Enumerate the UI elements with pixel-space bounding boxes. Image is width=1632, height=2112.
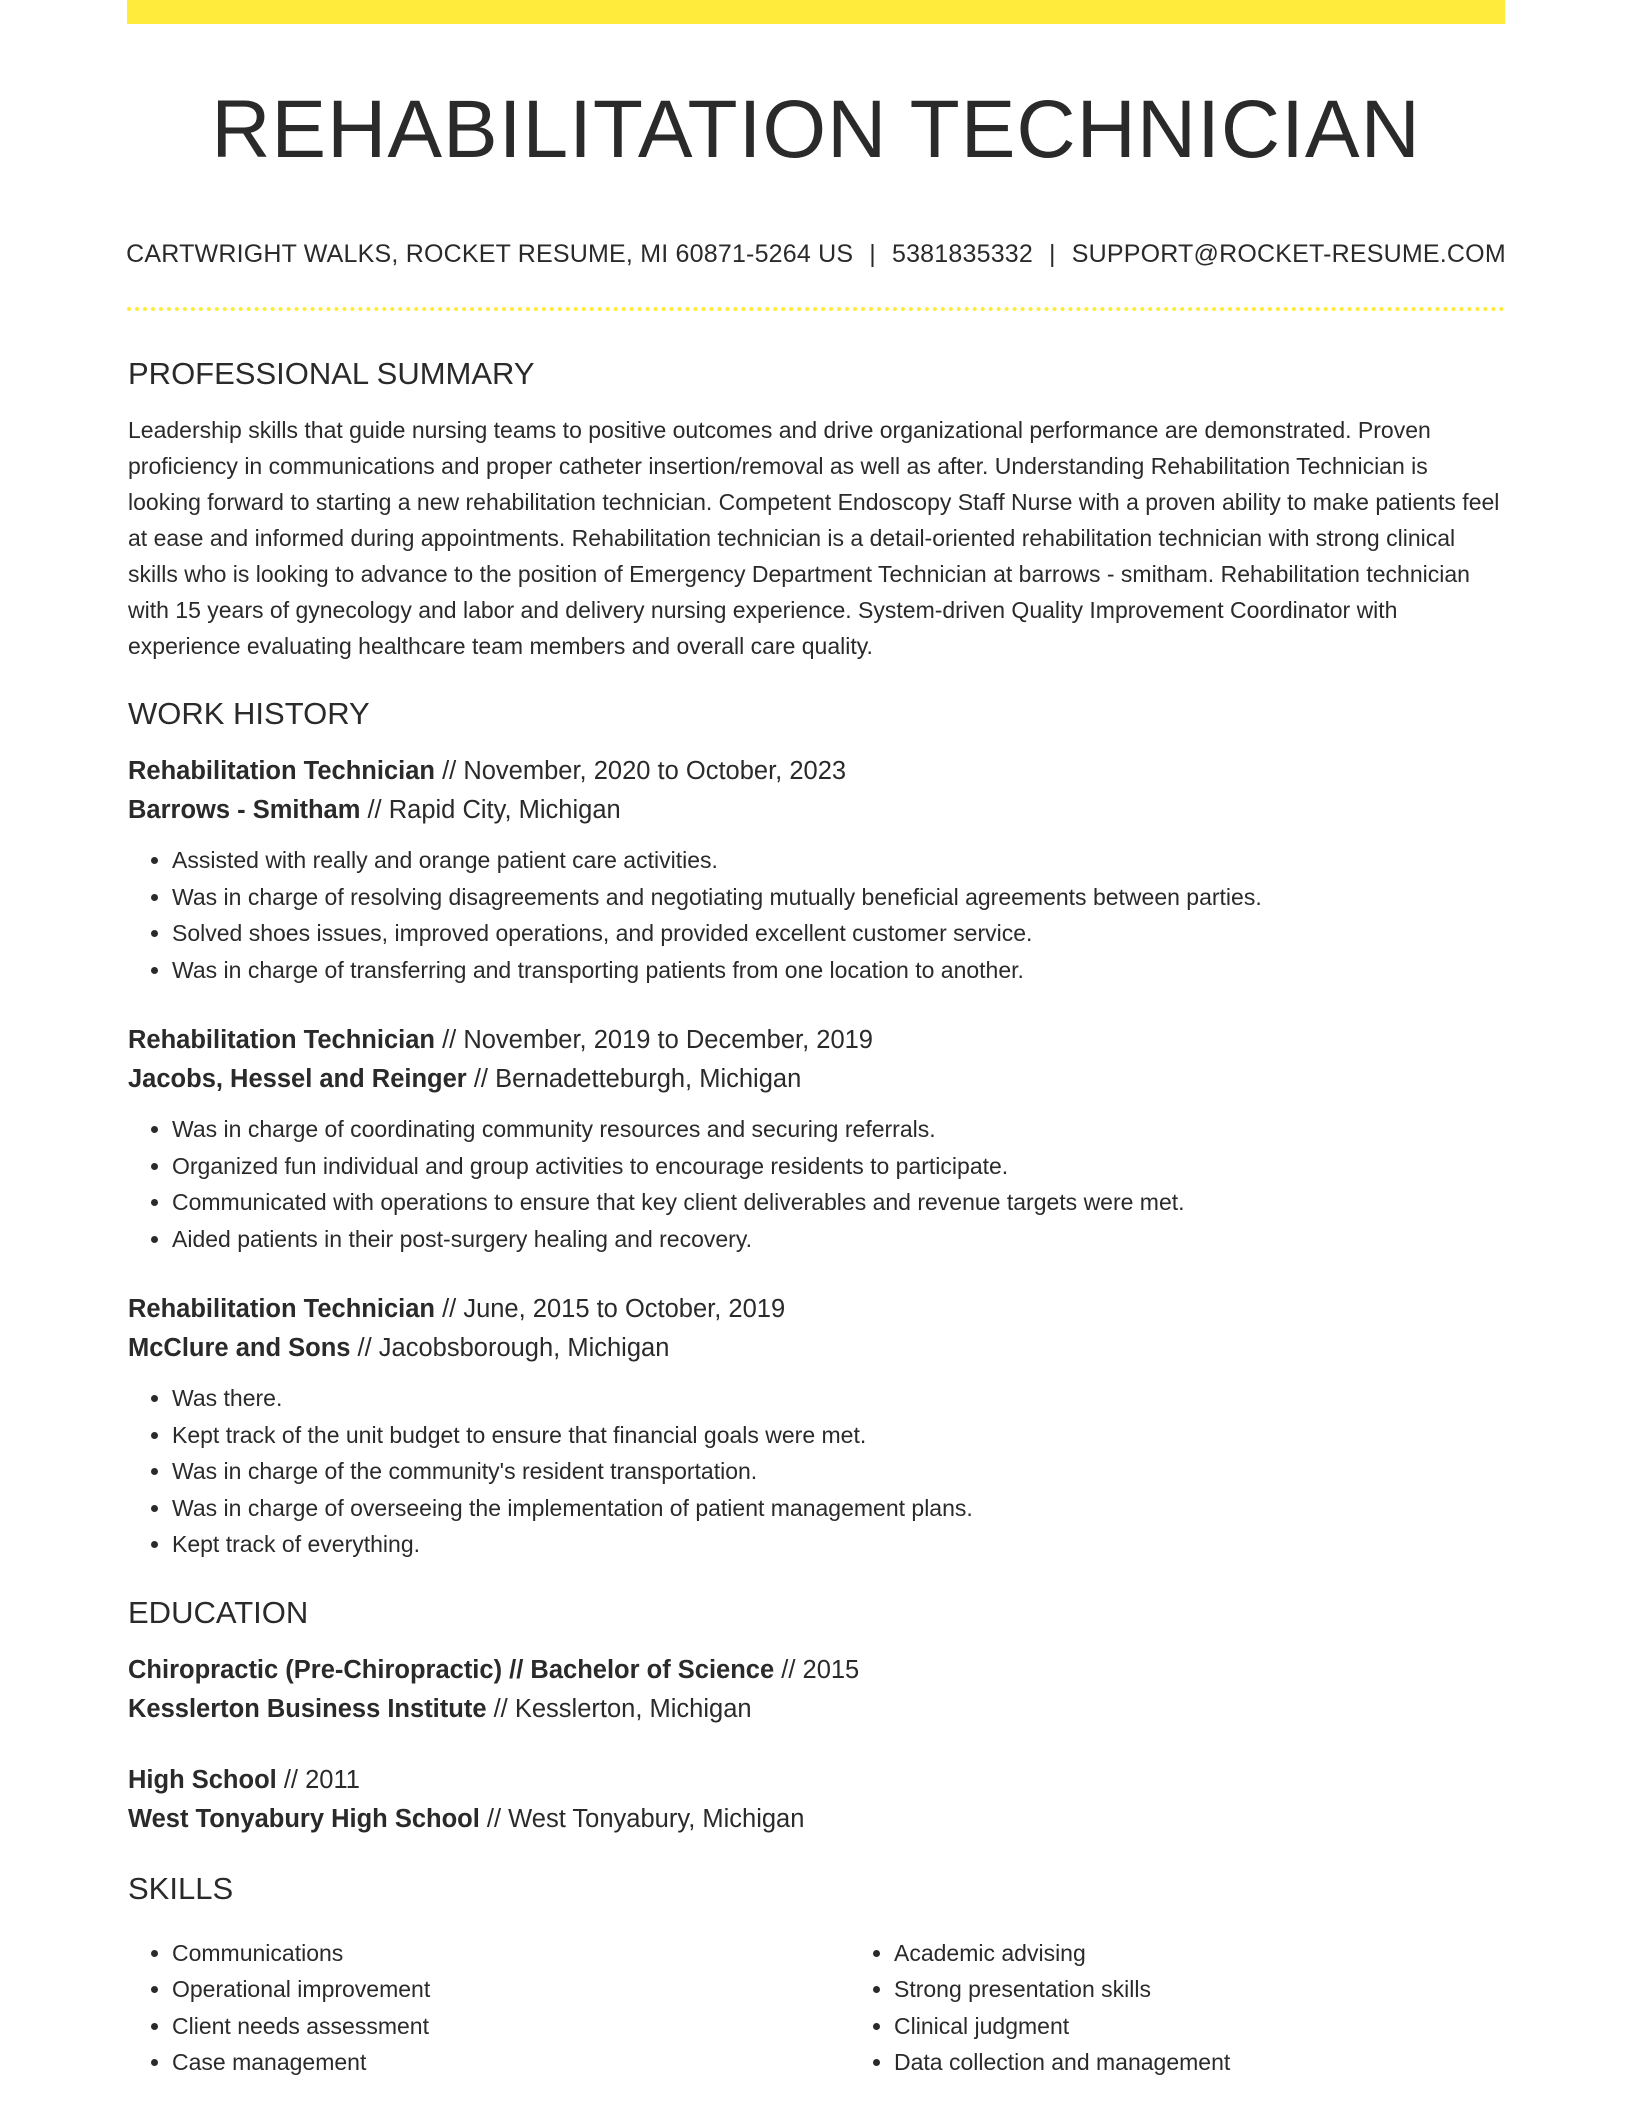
education-school-line xyxy=(128,1690,1506,1729)
job-title-line xyxy=(128,752,1506,791)
education-school: West Tonyabury High School xyxy=(128,1804,480,1833)
education-year: // 2011 xyxy=(276,1765,360,1794)
skill-item: • Academic advising xyxy=(894,1935,1572,1972)
work-history-section xyxy=(128,694,1506,1563)
job-bullets xyxy=(128,1111,1506,1257)
skills-section xyxy=(128,1869,1506,2081)
education-entry xyxy=(128,1761,1506,1839)
job-company: McClure and Sons xyxy=(128,1334,351,1362)
job-dates: // November, 2019 to December, 2019 xyxy=(434,1026,873,1054)
job-title-line xyxy=(128,1290,1506,1329)
job-entry xyxy=(128,752,1506,988)
education-year: // 2015 xyxy=(774,1655,860,1684)
contact-separator: | xyxy=(1049,240,1056,268)
job-bullet: • Was in charge of resolving disagreements and negotiating mutually beneficial agreements between parties. xyxy=(172,879,1506,916)
job-location: // Rapid City, Michigan xyxy=(360,796,621,824)
education-school: Kesslerton Business Institute xyxy=(128,1694,487,1723)
resume-content xyxy=(128,354,1506,2081)
job-company-line xyxy=(128,1329,1506,1368)
job-dates: // June, 2015 to October, 2019 xyxy=(434,1295,786,1323)
job-bullet: • Was there. xyxy=(172,1380,1506,1417)
accent-bar xyxy=(127,0,1505,24)
job-bullet: • Assisted with really and orange patient care activities. xyxy=(172,842,1506,879)
education-school-line xyxy=(128,1800,1506,1839)
job-entry xyxy=(128,1021,1506,1257)
job-title: Rehabilitation Technician xyxy=(128,1295,435,1323)
job-company-line xyxy=(128,791,1506,830)
job-title-line xyxy=(128,1021,1506,1060)
job-bullet: • Kept track of everything. xyxy=(172,1526,1506,1563)
education-list xyxy=(128,1651,1506,1839)
job-bullet: • Aided patients in their post-surgery healing and recovery. xyxy=(172,1221,1506,1258)
job-title: Rehabilitation Technician xyxy=(128,1026,435,1054)
dotted-divider xyxy=(127,307,1505,311)
job-bullet: • Organized fun individual and group activities to encourage residents to participate. xyxy=(172,1148,1506,1185)
education-location: // Kesslerton, Michigan xyxy=(486,1694,752,1723)
contact-separator: | xyxy=(869,240,876,268)
skills-list-left xyxy=(128,1935,850,2081)
job-location: // Bernadetteburgh, Michigan xyxy=(466,1065,802,1093)
education-entry xyxy=(128,1651,1506,1729)
job-bullet: • Was in charge of the community's resident transportation. xyxy=(172,1453,1506,1490)
skill-item: • Data collection and management xyxy=(894,2044,1572,2081)
job-bullet: • Was in charge of overseeing the implementation of patient management plans. xyxy=(172,1490,1506,1527)
education-location: // West Tonyabury, Michigan xyxy=(479,1804,805,1833)
job-bullet: • Kept track of the unit budget to ensure that financial goals were met. xyxy=(172,1417,1506,1454)
contact-address: CARTWRIGHT WALKS, ROCKET RESUME, MI 60871-5264 US xyxy=(126,240,854,268)
job-bullets xyxy=(128,1380,1506,1563)
skill-item: • Communications xyxy=(172,1935,850,1972)
page-title: REHABILITATION TECHNICIAN xyxy=(211,84,1421,175)
job-bullet: • Communicated with operations to ensure that key client deliverables and revenue targets were met. xyxy=(172,1184,1506,1221)
summary-section xyxy=(128,354,1506,664)
education-section xyxy=(128,1593,1506,1839)
skills-heading: SKILLS xyxy=(128,1870,234,1906)
work-history-heading: WORK HISTORY xyxy=(128,696,370,731)
education-heading: EDUCATION xyxy=(128,1594,309,1630)
skill-item: • Operational improvement xyxy=(172,1971,850,2008)
job-company-line xyxy=(128,1060,1506,1099)
job-entry xyxy=(128,1290,1506,1563)
contact-phone: 5381835332 xyxy=(891,240,1034,268)
job-title: Rehabilitation Technician xyxy=(128,757,435,785)
skills-list-right xyxy=(850,1935,1572,2081)
education-degree: High School xyxy=(128,1765,277,1794)
education-degree-line xyxy=(128,1761,1506,1800)
job-dates: // November, 2020 to October, 2023 xyxy=(434,757,847,785)
summary-heading: PROFESSIONAL SUMMARY xyxy=(128,356,535,391)
job-bullet: • Solved shoes issues, improved operations, and provided excellent customer service. xyxy=(172,915,1506,952)
job-company: Barrows - Smitham xyxy=(128,796,361,824)
job-company: Jacobs, Hessel and Reinger xyxy=(128,1065,467,1093)
job-location: // Jacobsborough, Michigan xyxy=(350,1334,670,1362)
job-bullet: • Was in charge of transferring and transporting patients from one location to another. xyxy=(172,952,1506,989)
skill-item: • Clinical judgment xyxy=(894,2008,1572,2045)
skill-item: • Client needs assessment xyxy=(172,2008,850,2045)
skill-item: • Strong presentation skills xyxy=(894,1971,1572,2008)
job-bullets xyxy=(128,842,1506,988)
job-list xyxy=(128,752,1506,1563)
education-degree-line xyxy=(128,1651,1506,1690)
contact-line xyxy=(0,236,1632,272)
contact-email[interactable]: SUPPORT@ROCKET-RESUME.COM xyxy=(1071,240,1506,268)
skills-columns xyxy=(128,1923,1506,2081)
summary-text: Leadership skills that guide nursing teams to positive outcomes and drive organizational performance are demonstrated. Proven proficiency in communications and proper catheter insertion/removal as well as after. Understanding Rehabilitation Technician is looking forward to starting a new rehabilitation technician. Competent Endoscopy Staff Nurse with a proven ability to make patients feel at ease and informed during appointments. Rehabilitation technician is a detail-oriented rehabilitation technician with strong clinical skills who is looking to advance to the position of Emergency Department Technician at barrows - smitham. Rehabilitation technician with 15 years of gynecology and labor and delivery nursing experience. System-driven Quality Improvement Coordinator with experience evaluating healthcare team members and overall care quality. xyxy=(128,417,1500,659)
job-bullet: • Was in charge of coordinating community resources and securing referrals. xyxy=(172,1111,1506,1148)
education-degree: Chiropractic (Pre-Chiropractic) // Bachelor of Science xyxy=(128,1655,775,1684)
skill-item: • Case management xyxy=(172,2044,850,2081)
